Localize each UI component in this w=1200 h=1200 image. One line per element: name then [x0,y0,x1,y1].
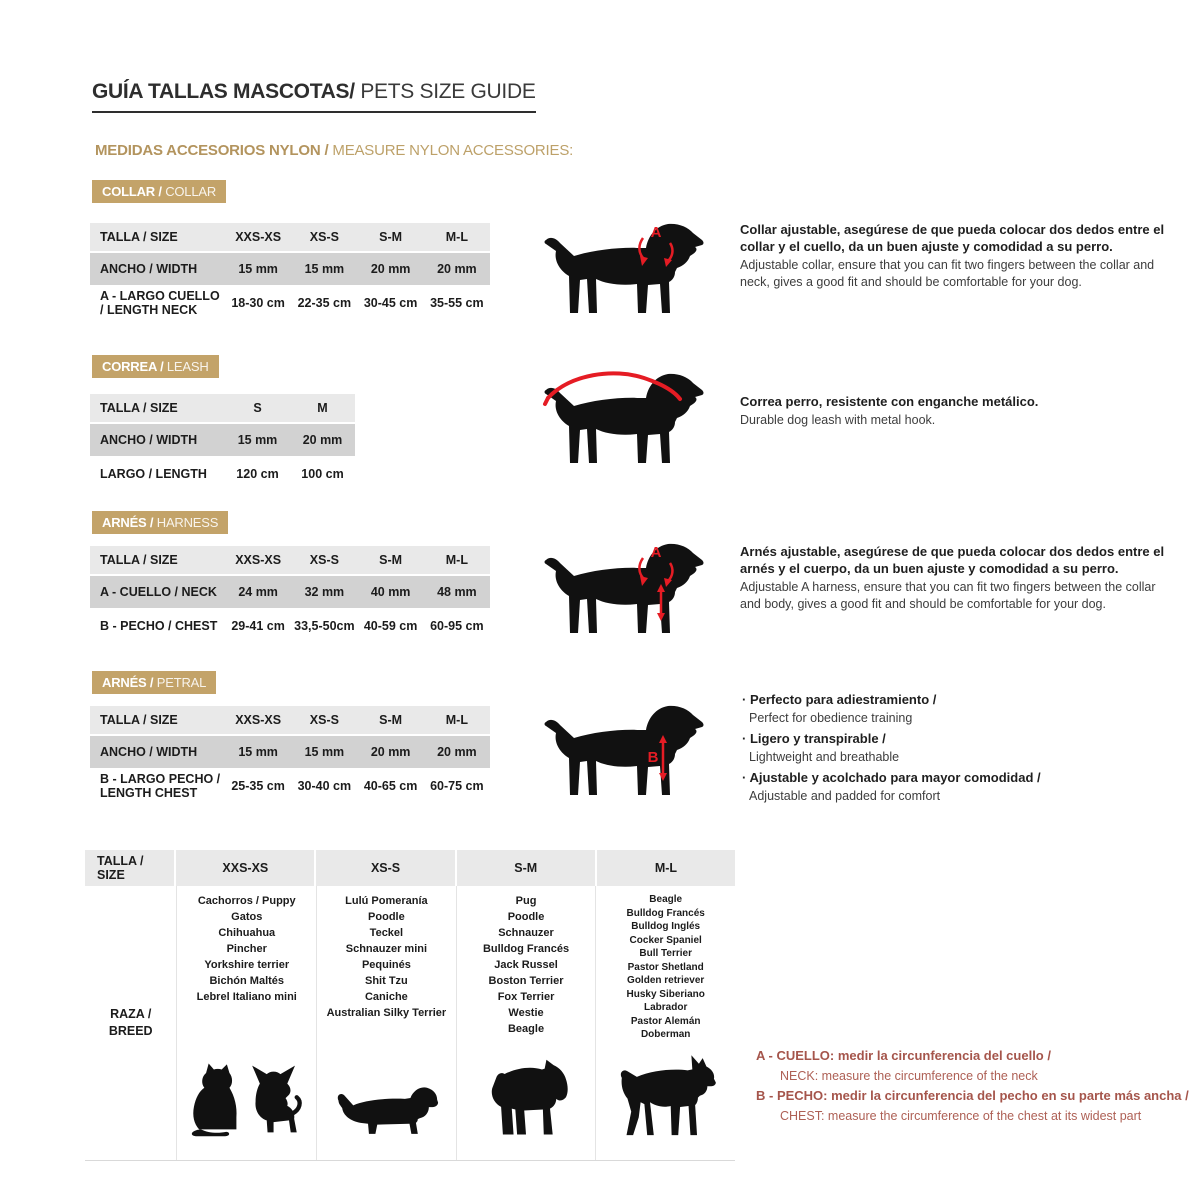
breed-item: Bulldog Francés [482,943,570,955]
petral-annotation-letter: B [647,749,659,766]
pair-text-en: CHEST: measure the circumference of the chest at its widest part [780,1109,1142,1123]
breed-item: Pug [515,895,537,907]
size-table-cell: 120 cm [225,457,290,491]
size-table-cell: 24 mm [225,575,291,609]
breed-item: Labrador [644,1002,688,1013]
collar-description [740,221,1172,291]
size-table-cell: XXS-XS [225,706,291,735]
size-table-cell: 60-75 cm [424,769,490,804]
text-pair [756,1086,1196,1126]
size-table-cell: 40-59 cm [358,609,424,643]
size-table-cell: XXS-XS [225,546,291,575]
size-table-cell: 15 mm [225,423,290,457]
breed-list [327,886,447,1021]
leash-description-es: Correa perro, resistente con enganche metálico. [740,394,1039,409]
size-table-cell: TALLA / SIZE [90,546,225,575]
breed-item: Cachorros / Puppy [197,895,296,907]
harness-description [740,543,1172,613]
breed-item: Poodle [368,911,405,923]
breeds-column-m-l [596,886,735,1160]
page-subtitle [95,142,573,159]
size-table-cell: 35-55 cm [424,286,490,321]
breed-list [483,886,569,1037]
breed-list [197,886,297,1005]
pair-text-es: B - PECHO: medir la circunferencia del pecho en su parte más ancha / [756,1088,1189,1103]
leash-description-en: Durable dog leash with metal hook. [740,413,936,427]
breed-item: Pastor Alemán [630,1015,701,1027]
harness-size-table [90,546,490,644]
size-table-cell: S [225,394,290,423]
size-table-cell: 20 mm [290,423,355,457]
harness-description-es: Arnés ajustable, asegúrese de que pueda colocar dos dedos entre el arnés y el cuerpo, da un buen ajuste y comodidad a su perro. [740,544,1165,576]
collar-annotation-letter: A [650,224,662,241]
petral-section-badge [92,671,216,694]
size-table-cell: TALLA / SIZE [90,706,225,735]
leash-badge-en: LEASH [163,359,209,374]
breed-item: Shit Tzu [365,975,408,987]
breed-item: Beagle [649,894,683,905]
leash-section-badge [92,355,219,378]
page-subtitle-en: MEASURE NYLON ACCESSORIES: [328,142,574,159]
breed-item: Boston Terrier [488,975,564,987]
size-table-cell: TALLA / SIZE [90,394,225,423]
breed-item: Chihuahua [218,927,276,939]
breed-item: Bulldog Francés [626,907,705,919]
leash-size-table [90,394,355,492]
breed-item: Fox Terrier [497,991,555,1003]
size-table-cell: 18-30 cm [225,286,291,321]
size-table-cell: A - LARGO CUELLO / LENGTH NECK [90,286,225,321]
pair-text-en: Lightweight and breathable [749,750,900,764]
breed-item: Pastor Shetland [627,961,704,973]
collar-section-badge [92,180,226,203]
breed-item: Schnauzer [498,927,554,939]
chihuahua-silhouette-icon [247,1060,307,1138]
breeds-row-label [85,886,177,1160]
breeds-row-label-line1: RAZA / [110,1007,152,1021]
size-table-cell: 15 mm [291,252,357,286]
collar-size-table [90,223,490,322]
text-pair [742,768,1174,806]
pair-text-es: · Ajustable y acolchado para mayor comodidad / [742,768,1174,787]
size-table-cell: 100 cm [290,457,355,491]
collar-badge-en: COLLAR [161,184,217,199]
harness-annotation-letter: A [650,544,662,561]
size-table-cell: 20 mm [424,735,490,769]
petral-badge-en: PETRAL [153,675,207,690]
size-table-cell: 48 mm [424,575,490,609]
doberman-silhouette-icon [614,1044,718,1138]
breed-item: Bull Terrier [639,948,692,959]
text-pair [756,1046,1196,1086]
size-table-cell: B - LARGO PECHO / LENGTH CHEST [90,769,225,804]
size-table-cell: 20 mm [424,252,490,286]
breeds-column-xs-s [317,886,457,1160]
breed-item: Jack Russel [494,959,558,971]
size-table-cell: 30-45 cm [358,286,424,321]
breed-item: Pincher [226,943,267,955]
breeds-table-body [85,886,735,1161]
harness-description-en: Adjustable A harness, ensure that you can fit two fingers between the collar and body, gives a good fit and should be comfortable for your dog. [740,580,1156,611]
size-table-cell: B - PECHO / CHEST [90,609,225,643]
breed-item: Teckel [369,927,404,939]
breeds-table [85,850,735,1161]
pair-text-en: NECK: measure the circumference of the neck [780,1069,1038,1083]
breeds-row-label-line2: BREED [108,1024,153,1038]
collar-description-es: Collar ajustable, asegúrese de que pueda colocar dos dedos entre el collar y el cuello, da un buen ajuste y comodidad a su perro. [740,222,1165,254]
breeds-header-cell: S-M [457,850,597,886]
page-title-es: GUÍA TALLAS MASCOTAS/ [92,80,355,103]
dachshund-silhouette-icon [333,1080,439,1138]
size-table-cell: 40 mm [358,575,424,609]
size-table-cell: 20 mm [358,252,424,286]
size-table-cell: 40-65 cm [358,769,424,804]
breed-item: Pequinés [361,959,411,971]
breed-item: Cocker Spaniel [629,934,702,946]
breed-item: Yorkshire terrier [204,959,290,971]
breeds-header-cell: TALLA / SIZE [85,850,176,886]
harness-badge-es: ARNÉS / [102,515,154,530]
size-table-cell: XS-S [291,706,357,735]
breed-item: Bichón Maltés [209,975,285,987]
breed-list [627,886,705,1042]
harness-section-badge [92,511,228,534]
breeds-header-cell: M-L [597,850,735,886]
breeds-header-cell: XS-S [316,850,456,886]
leash-badge-es: CORREA / [102,359,164,374]
pair-text-en: Adjustable and padded for comfort [749,789,941,803]
size-table-cell: 25-35 cm [225,769,291,804]
petral-size-table [90,706,490,805]
dog-with-petral-silhouette [542,698,717,803]
size-table-cell: A - CUELLO / NECK [90,575,225,609]
size-table-cell: 15 mm [225,252,291,286]
size-table-cell: S-M [358,706,424,735]
breed-item: Doberman [640,1029,691,1040]
breed-item: Golden retriever [627,975,705,986]
petral-feature-list [742,690,1174,807]
dog-with-collar-silhouette [542,216,717,321]
size-table-cell: 33,5-50cm [291,609,357,643]
size-table-cell: 15 mm [291,735,357,769]
size-table-cell: XS-S [291,546,357,575]
cat-silhouette-icon [187,1060,239,1138]
size-table-cell: ANCHO / WIDTH [90,423,225,457]
size-table-cell: M [290,394,355,423]
measurement-notes [756,1046,1196,1126]
harness-badge-en: HARNESS [153,515,219,530]
breed-item: Beagle [507,1023,545,1035]
pair-text-en: Perfect for obedience training [749,711,913,725]
text-pair [742,690,1174,728]
dog-with-leash-silhouette [542,366,717,471]
size-table-cell: XS-S [291,223,357,252]
page-title [92,80,536,113]
petral-badge-es: ARNÉS / [102,675,154,690]
dog-with-harness-silhouette [542,536,717,641]
size-table-cell: 30-40 cm [291,769,357,804]
size-table-cell: 29-41 cm [225,609,291,643]
page-subtitle-es: MEDIDAS ACCESORIOS NYLON / [95,142,329,159]
collar-badge-es: COLLAR / [102,184,162,199]
breeds-column-xxs-xs [177,886,317,1160]
size-table-cell: 32 mm [291,575,357,609]
pair-text-es: A - CUELLO: medir la circunferencia del cuello / [756,1048,1051,1063]
size-table-cell: 22-35 cm [291,286,357,321]
breed-item: Caniche [364,991,408,1003]
collar-description-en: Adjustable collar, ensure that you can fit two fingers between the collar and neck, gives a good fit and should be comfortable for your dog. [740,258,1155,289]
size-table-cell: S-M [358,223,424,252]
pair-text-es: · Ligero y transpirable / [742,729,1174,748]
size-table-cell: LARGO / LENGTH [90,457,225,491]
breed-item: Poodle [507,911,545,923]
size-table-cell: 60-95 cm [424,609,490,643]
size-table-cell: M-L [424,706,490,735]
breeds-column-s-m [457,886,597,1160]
size-table-cell: S-M [358,546,424,575]
size-table-cell: M-L [424,546,490,575]
breed-item: Schnauzer mini [345,943,428,955]
page-title-en: PETS SIZE GUIDE [354,80,536,103]
size-table-cell: 15 mm [225,735,291,769]
size-table-cell: ANCHO / WIDTH [90,735,225,769]
pair-text-es: · Perfecto para adiestramiento / [742,690,1174,709]
breed-item: Australian Silky Terrier [326,1007,447,1019]
breed-item: Husky Siberiano [626,988,705,1000]
schnauzer-silhouette-icon [481,1058,571,1138]
text-pair [742,729,1174,767]
size-table-cell: XXS-XS [225,223,291,252]
breed-item: Lebrel Italiano mini [196,991,297,1003]
breed-item: Lulú Pomeranía [345,895,428,907]
breed-item: Gatos [231,911,263,923]
size-table-cell: ANCHO / WIDTH [90,252,225,286]
leash-description [740,393,1172,429]
size-table-cell: TALLA / SIZE [90,223,225,252]
breed-item: Westie [508,1007,544,1019]
breeds-table-header [85,850,735,886]
size-table-cell: 20 mm [358,735,424,769]
breed-item: Bulldog Inglés [631,921,701,932]
size-table-cell: M-L [424,223,490,252]
breeds-header-cell: XXS-XS [176,850,316,886]
